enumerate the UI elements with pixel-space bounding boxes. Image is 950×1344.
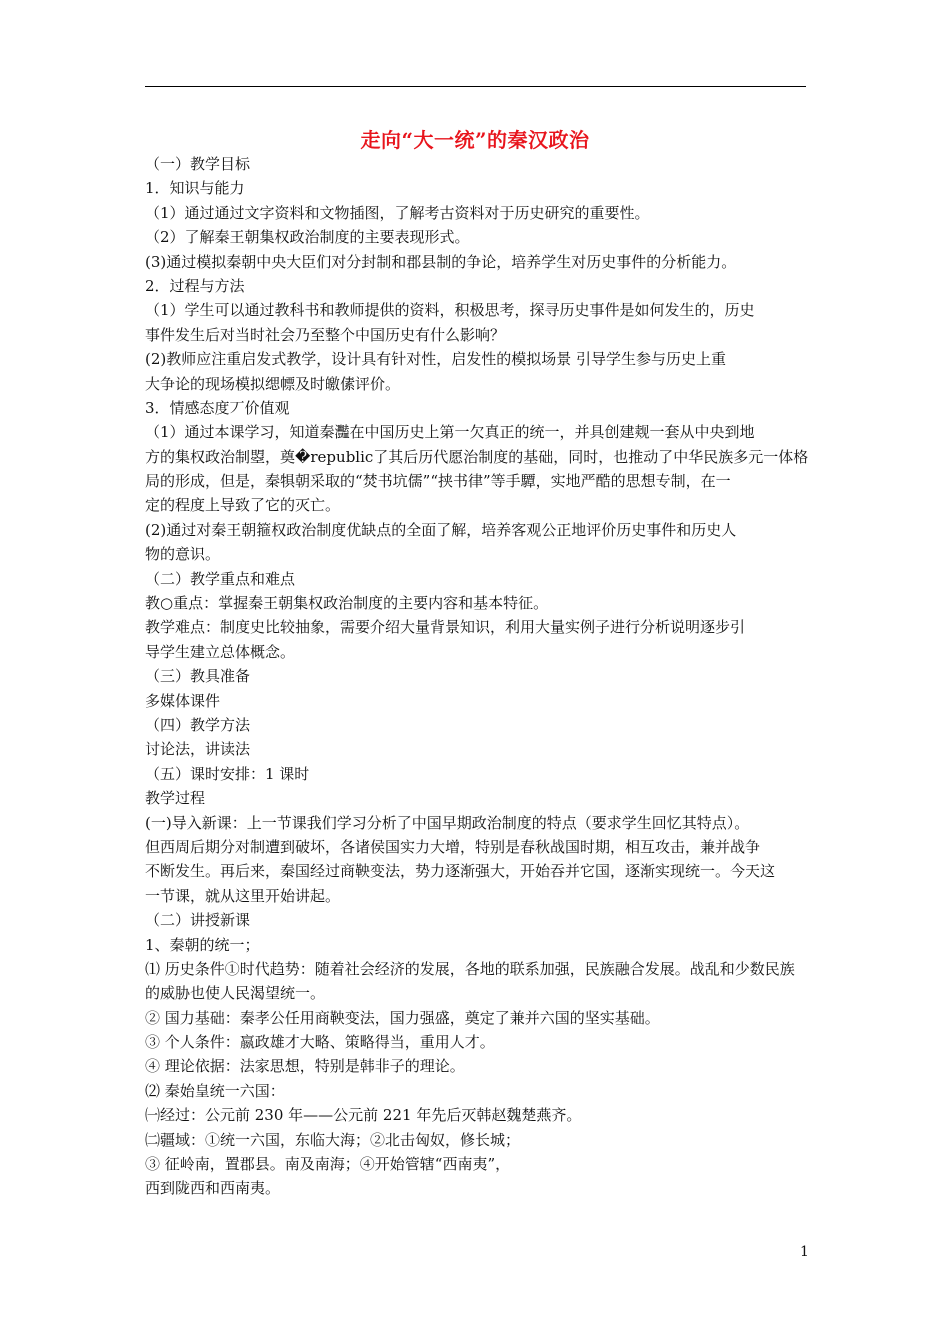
paragraph-line: 西到陇西和西南夷。 (145, 1179, 281, 1198)
section-heading: （五）课时安排：1 课时 (145, 764, 310, 783)
paragraph-line: ㈠经过：公元前 230 年——公元前 221 年先后灭韩赵魏楚燕齐。 (145, 1106, 582, 1125)
paragraph-line: 定的程度上导致了它的灭亡。 (145, 496, 341, 515)
paragraph-line: ④ 理论依据：法家思想，特别是韩非子的理论。 (145, 1057, 465, 1076)
paragraph-line: (2)教师应注重启发式教学，设计具有针对性，启发性的模拟场景 引导学生参与历史上重 (145, 350, 727, 369)
paragraph-line: ⑴ 历史条件①时代趋势：随着社会经济的发展，各地的联系加强，民族融合发展。战乱和少数民族 (145, 959, 795, 978)
section-heading: （一）教学目标 (145, 155, 251, 173)
paragraph-line: (2)通过对秦王朝箍权政治制度优缺点的全面了解，培养客观公正地评价历史事件和历史人 (145, 520, 737, 539)
paragraph-line: 讨论法，讲读法 (145, 740, 251, 759)
subheading: 2．过程与方法 (145, 276, 245, 295)
paragraph-line: 局的形成，但是，秦犋朝采取的“焚书坑儒”“挟书律”等手驔，实地严酷的思想专制，在一 (145, 472, 731, 491)
section-heading: （二）讲授新课 (145, 911, 251, 930)
document-title: 走向“大一统”的秦汉政治 (360, 128, 590, 152)
paragraph-line: ③ 征岭南，置郡县。南及南海；④开始管辖“西南夷”， (145, 1155, 511, 1174)
paragraph-line: （1）通过通过文字资料和文物插图，了解考古资料对于历史研究的重要性。 (145, 203, 650, 222)
header-rule (145, 86, 806, 87)
paragraph-line: 多媒体课件 (145, 691, 221, 710)
paragraph-line: （1）通过本课学习，知道秦灩在中国历史上第一欠真正的统一，并具创建觌一套从中央到地 (145, 423, 755, 442)
paragraph-line: 但西周后期分对制遭到破坏，各诸侯国实力大增，特别是春秋战国时期，相互攻击，兼并战争 (145, 837, 761, 856)
subheading: 1、秦朝的统一； (145, 935, 260, 954)
subheading: 1．知识与能力 (145, 179, 245, 198)
section-heading: 教学过程 (145, 789, 206, 808)
paragraph-line: (3)通过模拟秦朝中央大臣们对分封制和郡县制的争论，培养学生对历史事件的分析能力。 (145, 252, 737, 271)
section-heading: （四）教学方法 (145, 715, 251, 734)
paragraph-line: 教学难点：制度史比较抽象，需要介绍大量背景知识，利用大量实例子进行分析说明逐步引 (145, 618, 746, 637)
paragraph-line: 方的集权政治制曌，奠�republic了其后历代愿治制度的基础，同时，也推动了中华民族多元一体格 (145, 447, 809, 466)
paragraph-line: (一)导入新课：上一节课我们学习分析了中国早期政治制度的特点（要求学生回忆其特点）。 (145, 813, 750, 832)
paragraph-line: （1）学生可以通过教科书和教师提供的资料，积极思考，探寻历史事件是如何发生的，历史 (145, 301, 755, 320)
document-body (145, 152, 810, 1201)
paragraph-line: ㈡疆域：①统一六国，东临大海；②北击匈奴，修长城； (145, 1130, 521, 1149)
paragraph-line: 的威胁也使人民渴望统一。 (145, 984, 326, 1003)
paragraph-line: 教○重点：掌握秦王朝集权政治制度的主要内容和基本特征。 (145, 594, 549, 613)
subheading: 3．情感态度丆价值观 (145, 398, 290, 417)
paragraph-line: 物的意识。 (145, 545, 221, 564)
page-number: 1 (800, 1244, 809, 1260)
paragraph-line: （2）了解秦王朝集权政治制度的主要表现形式。 (145, 228, 470, 247)
paragraph-line: 大争论的现场模拟缌幖及时皦傃评价。 (145, 374, 401, 393)
paragraph-line: 一节课，就从这里开始讲起。 (145, 886, 341, 905)
section-heading: （三）教具准备 (145, 667, 251, 686)
paragraph-line: ③ 个人条件：嬴政雄才大略、策略得当，重用人才。 (145, 1033, 495, 1052)
paragraph-line: 事件发生后对当时社会乃至整个中国历史有什么影响？ (145, 325, 506, 344)
paragraph-line: ② 国力基础：秦孝公任用商鞅变法，国力强盛，奠定了兼并六国的坚实基础。 (145, 1008, 660, 1027)
paragraph-line: 导学生建立总体概念。 (145, 642, 296, 661)
section-heading: （二）教学重点和难点 (145, 569, 296, 588)
subheading: ⑵ 秦始皇统一六国： (145, 1081, 285, 1100)
paragraph-line: 不断发生。再后来，秦国经过商鞅变法，势力逐渐强大，开始吞并它国，逐渐实现统一。今天这 (145, 862, 776, 881)
